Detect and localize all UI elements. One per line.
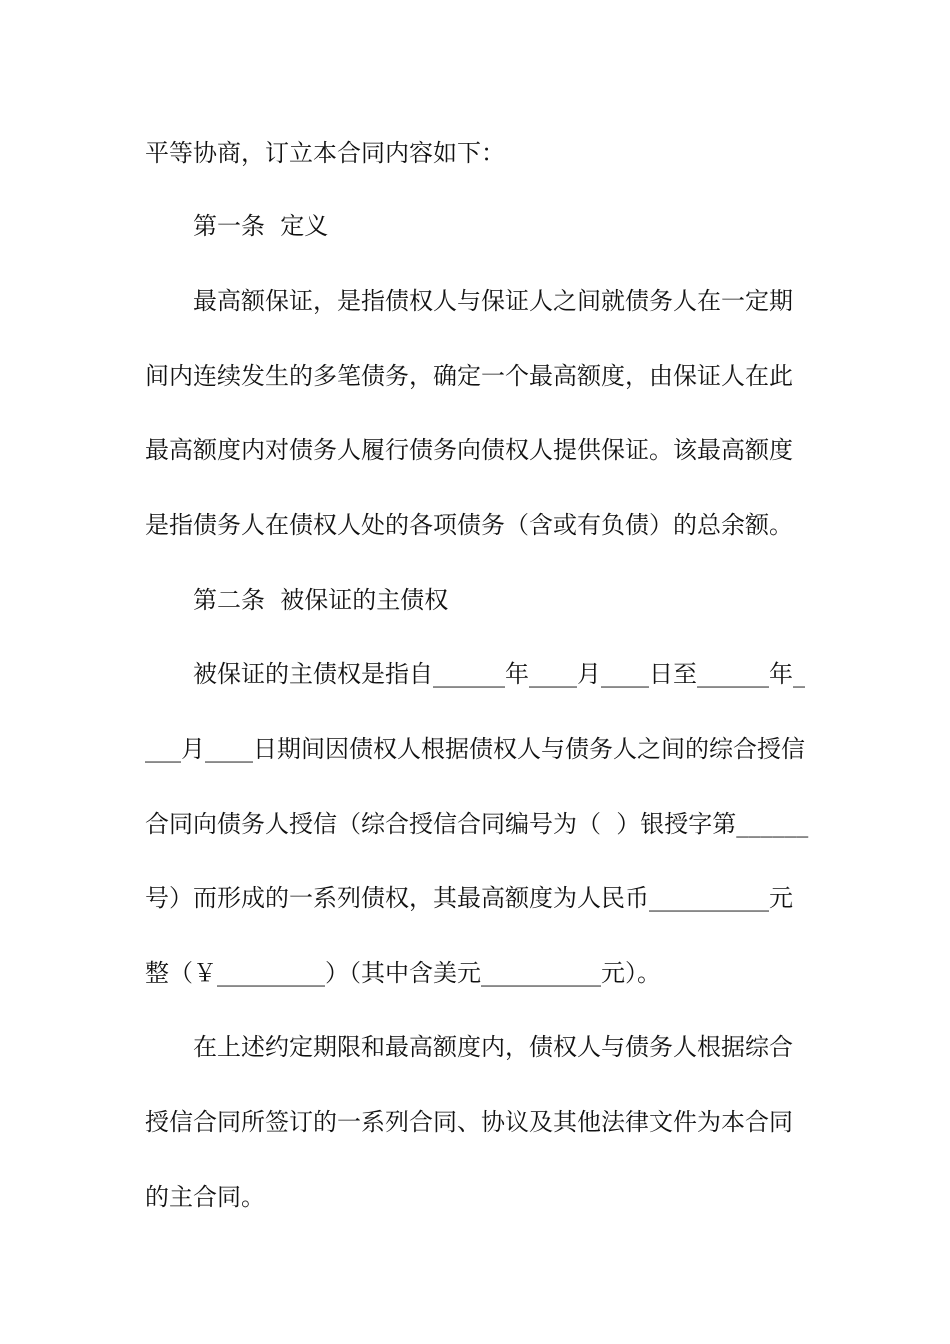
paragraph-line: 最高额度内对债务人履行债务向债权人提供保证。该最高额度 bbox=[145, 436, 793, 464]
paragraph-line: 授信合同所签订的一系列合同、协议及其他法律文件为本合同 bbox=[145, 1108, 793, 1136]
paragraph-line: 是指债务人在债权人处的各项债务（含或有负债）的总余额。 bbox=[145, 511, 793, 539]
article-heading: 第二条 被保证的主债权 bbox=[193, 586, 449, 614]
paragraph-line: 整（￥_________）（其中含美元__________元）。 bbox=[145, 959, 661, 987]
paragraph-line: 的主合同。 bbox=[145, 1183, 265, 1211]
paragraph-line: 在上述约定期限和最高额度内，债权人与债务人根据综合 bbox=[193, 1033, 793, 1061]
paragraph-line: 合同向债务人授信（综合授信合同编号为（ ）银授字第______ bbox=[145, 810, 809, 838]
paragraph-line: 号）而形成的一系列债权，其最高额度为人民币__________元 bbox=[145, 884, 793, 912]
paragraph-line: 间内连续发生的多笔债务，确定一个最高额度，由保证人在此 bbox=[145, 362, 793, 390]
paragraph-line: 被保证的主债权是指自______年____月____日至______年_ bbox=[193, 660, 805, 688]
paragraph-line: 最高额保证，是指债权人与保证人之间就债务人在一定期 bbox=[193, 287, 793, 315]
paragraph-line: ___月____日期间因债权人根据债权人与债务人之间的综合授信 bbox=[145, 735, 805, 763]
article-heading: 第一条 定义 bbox=[193, 212, 329, 240]
text-line: 平等协商，订立本合同内容如下： bbox=[145, 139, 505, 167]
